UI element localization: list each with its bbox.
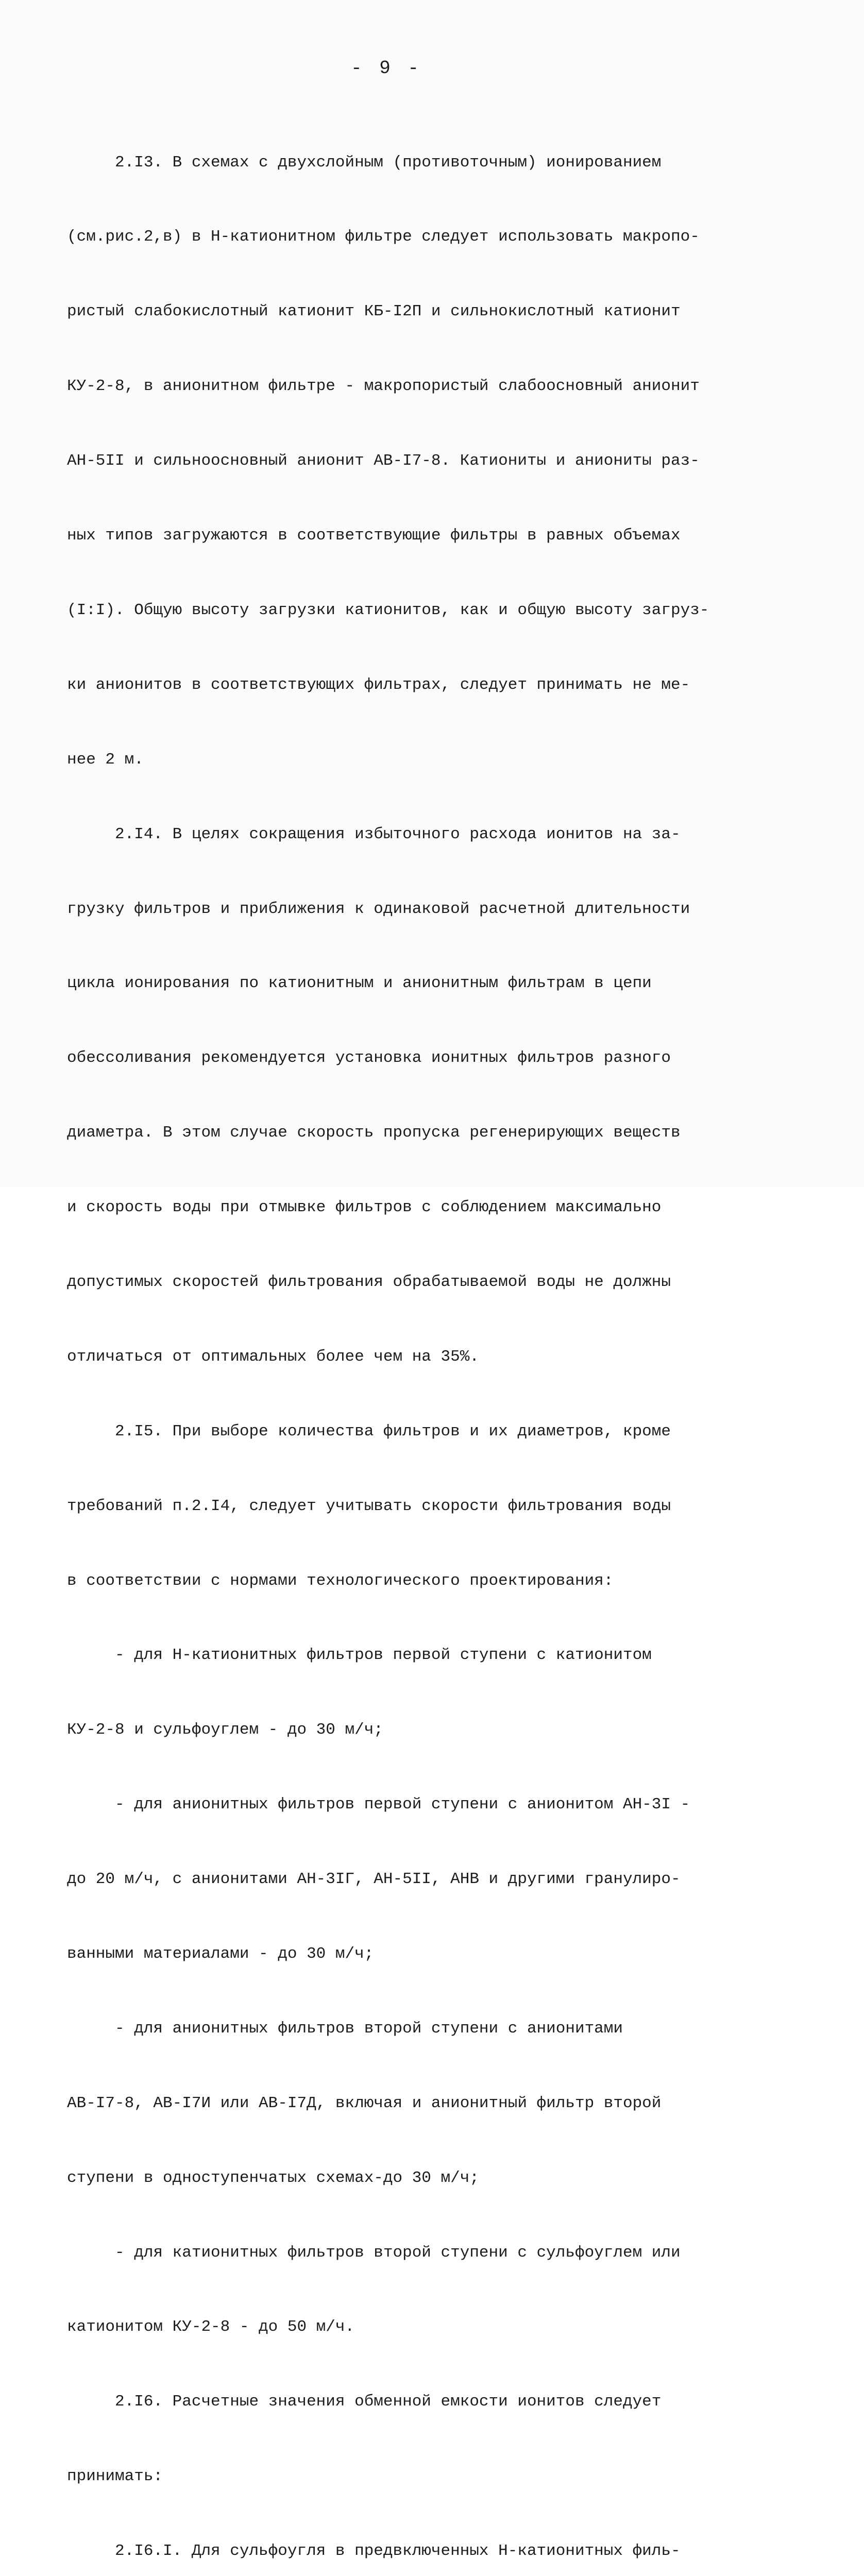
text-line: цикла ионирования по катионитным и анионитным фильтрам в цепи [67, 974, 652, 993]
text-line: АН-5II и сильноосновный анионит АВ-I7-8. Катиониты и аниониты раз- [67, 452, 700, 470]
text-line: - для анионитных фильтров первой ступени с анионитом АН-3I - [67, 1795, 690, 1814]
text-line: обессоливания рекомендуется установка ионитных фильтров разного [67, 1049, 671, 1067]
text-line: ки анионитов в соответствующих фильтрах, следует принимать не ме- [67, 675, 690, 694]
text-line: отличаться от оптимальных более чем на 35%. [67, 1347, 479, 1366]
text-line: диаметра. В этом случае скорость пропуска регенерирующих веществ [67, 1124, 681, 1142]
text-line: грузку фильтров и приближения к одинаковой расчетной длительности [67, 900, 690, 918]
text-line: 2.I4. В целях сокращения избыточного расхода ионитов на за- [67, 825, 681, 843]
text-line: нее 2 м. [67, 750, 144, 769]
text-line: требований п.2.I4, следует учитывать скорости фильтрования воды [67, 1497, 671, 1515]
text-line: КУ-2-8, в анионитном фильтре - макропористый слабоосновный анионит [67, 377, 700, 396]
text-line: - для катионитных фильтров второй ступени с сульфоуглем или [67, 2243, 681, 2262]
text-line: ристый слабокислотный катионит КБ-I2П и сильнокислотный катионит [67, 302, 681, 321]
document-body [67, 100, 752, 2576]
page-number: - 9 - [350, 58, 422, 79]
text-line: принимать: [67, 2467, 163, 2486]
text-line: АВ-I7-8, АВ-I7И или АВ-I7Д, включая и анионитный фильтр второй [67, 2094, 662, 2112]
text-line: 2.I6.I. Для сульфоугля в предвключенных H-катионитных филь- [67, 2542, 681, 2561]
text-line: ных типов загружаются в соответствующие фильтры в равных объемах [67, 527, 681, 545]
text-line: (I:I). Общую высоту загрузки катионитов, как и общую высоту загруз- [67, 601, 709, 619]
text-line: (см.рис.2,в) в H-катионитном фильтре следует использовать макропо- [67, 228, 700, 246]
text-line: катионитом КУ-2-8 - до 50 м/ч. [67, 2318, 355, 2336]
text-line: до 20 м/ч, с анионитами АН-3IГ, АН-5II, АНВ и другими гранулиро- [67, 1870, 681, 1889]
text-line: 2.I5. При выборе количества фильтров и их диаметров, кроме [67, 1422, 671, 1440]
text-line: ванными материалами - до 30 м/ч; [67, 1944, 374, 1963]
text-line: - для H-катионитных фильтров первой ступени с катионитом [67, 1646, 652, 1665]
text-line: - для анионитных фильтров второй ступени с анионитами [67, 2019, 623, 2038]
text-line: в соответствии с нормами технологического проектирования: [67, 1571, 614, 1590]
text-line: ступени в одноступенчатых схемах-до 30 м/ч; [67, 2168, 479, 2187]
text-line: КУ-2-8 и сульфоуглем - до 30 м/ч; [67, 1721, 383, 1739]
text-line: 2.I3. В схемах с двухслойным (противоточным) ионированием [67, 153, 662, 172]
text-line: 2.I6. Расчетные значения обменной емкости ионитов следует [67, 2393, 662, 2411]
text-line: и скорость воды при отмывке фильтров с соблюдением максимально [67, 1198, 662, 1217]
text-line: допустимых скоростей фильтрования обрабатываемой воды не должны [67, 1273, 671, 1291]
